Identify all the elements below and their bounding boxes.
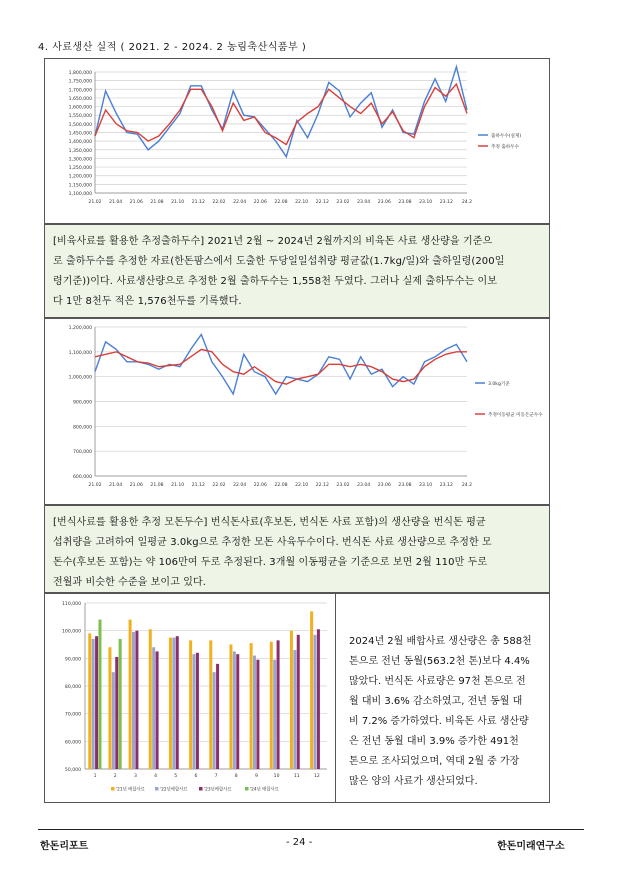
x-tick-label: 23.08 [398, 483, 412, 488]
text2-line-4: 전월과 비슷한 수준을 보이고 있다. [53, 577, 207, 588]
text2-line-1: [번식사료를 활용한 추정 모돈두수] 번식돈사료(후보돈, 번식돈 사료 포함)의 생산량을 번식돈 평균 [53, 517, 486, 528]
text3-line-5: 비 7.2% 증가하였다. 비육돈 사료 생산량 [349, 716, 529, 727]
bar [135, 631, 138, 769]
text3-box [335, 594, 549, 802]
y-tick-label: 900,000 [73, 400, 92, 406]
bar [169, 638, 172, 769]
chart3-box [44, 593, 550, 803]
x-tick-label: 23.08 [398, 200, 412, 205]
y-tick-label: 1,000,000 [68, 375, 92, 381]
bar [119, 639, 122, 769]
x-tick-label: 22.10 [295, 200, 309, 205]
text1-line-4: 다 1만 8천두 적은 1,576천두를 기록했다. [53, 296, 242, 307]
y-tick-label: 110,000 [62, 602, 81, 607]
x-tick-label: 11 [293, 774, 300, 779]
bar [273, 660, 276, 769]
footer-right: 한돈미래연구소 [497, 841, 565, 852]
bar [95, 636, 98, 769]
x-tick-label: 23.02 [336, 483, 350, 488]
x-tick-label: 22.04 [233, 483, 247, 488]
text3-line-3: 많았다. 번식돈 사료량은 97천 톤으로 전 [349, 676, 526, 687]
bar [270, 642, 273, 769]
bar [310, 611, 313, 769]
text3-line-1: 2024년 2월 배합사료 생산량은 총 588천 [349, 636, 532, 647]
legend-swatch-4 [245, 787, 249, 791]
x-tick-label: 24.2 [461, 483, 473, 488]
x-tick-label: 6 [194, 774, 198, 779]
y-tick-label: 1,100,000 [68, 350, 92, 356]
x-tick-label: 7 [214, 774, 218, 779]
x-tick-label: 1 [93, 774, 97, 779]
footer-center: - 24 - [286, 837, 313, 848]
x-tick-label: 21.06 [129, 200, 143, 205]
bar [209, 640, 212, 769]
bar [277, 640, 280, 769]
legend-swatch-3 [199, 787, 203, 791]
y-tick-label: 800,000 [73, 425, 92, 431]
y-tick-label: 1,250,000 [68, 166, 92, 172]
x-tick-label: 23.10 [419, 200, 433, 205]
text2-line-3: 돈수(후보돈 포함)는 약 106만여 두로 추정된다. 3개월 이동평균을 기준으로 보면 2월 110만 두로 [53, 557, 488, 568]
footer-left: 한돈리포트 [40, 841, 89, 852]
x-tick-label: 22.12 [315, 200, 329, 205]
x-tick-label: 21.04 [109, 483, 123, 488]
section-title: 4. 사료생산 실적 ( 2021. 2 - 2024. 2 농림축산식품부 ) [38, 42, 307, 53]
footer-divider [38, 829, 584, 830]
x-tick-label: 23.06 [377, 200, 391, 205]
x-tick-label: 3 [133, 774, 137, 779]
text1-line-3: 령기준))이다. 사료생산량으로 추정한 2월 출하두수는 1,558천 두였다. 그러나 실제 출하두수는 이보 [53, 276, 498, 287]
legend-label-2: 추정이동평균 미동돈군두수 [488, 413, 543, 418]
legend-swatch-2 [155, 787, 159, 791]
x-tick-label: 21.10 [171, 483, 185, 488]
text3-line-7: 톤으로 조사되었으며, 역대 2월 중 가장 [349, 756, 520, 767]
bar [129, 620, 132, 769]
legend-label-1: '21년 배합사료 [116, 787, 145, 793]
bar [176, 636, 179, 769]
y-tick-label: 90,000 [64, 657, 81, 663]
x-tick-label: 22.10 [295, 483, 309, 488]
x-tick-label: 23.06 [377, 483, 391, 488]
bar [88, 633, 91, 769]
y-tick-label: 100,000 [62, 629, 81, 635]
bar [253, 656, 256, 769]
chart3-svg [45, 594, 335, 802]
y-tick-label: 1,200,000 [68, 174, 92, 180]
x-tick-label: 22.06 [253, 200, 267, 205]
text3-line-2: 톤으로 전년 동월(563.2천 톤)보다 4.4% [349, 656, 530, 667]
legend-label-4: '24년 배합사료 [250, 787, 279, 793]
x-tick-label: 21.04 [109, 200, 123, 205]
y-tick-label: 1,650,000 [68, 96, 92, 102]
x-tick-label: 22.08 [274, 483, 288, 488]
text3-line-8: 많은 양의 사료가 생산되었다. [349, 776, 478, 787]
x-tick-label: 24.2 [461, 200, 473, 205]
bar [189, 640, 192, 769]
bar [112, 672, 115, 769]
y-tick-label: 70,000 [64, 712, 81, 718]
x-tick-label: 21.12 [191, 483, 205, 488]
bar [132, 632, 135, 769]
x-tick-label: 22.02 [212, 200, 226, 205]
x-tick-label: 4 [154, 774, 158, 779]
x-tick-label: 23.02 [336, 200, 350, 205]
x-tick-label: 22.12 [315, 483, 329, 488]
x-tick-label: 21.02 [88, 483, 102, 488]
x-tick-label: 23.10 [419, 483, 433, 488]
y-tick-label: 600,000 [73, 475, 92, 480]
text1-line-1: [비육사료를 활용한 추정출하두수] 2021년 2월 ~ 2024년 2월까지의 비육돈 사료 생산량을 기준으 [53, 236, 493, 247]
bar [317, 629, 320, 769]
bar [172, 638, 175, 769]
y-tick-label: 1,750,000 [68, 79, 92, 85]
x-tick-label: 21.08 [150, 483, 164, 488]
bar [293, 650, 296, 769]
series-line-2 [95, 349, 467, 384]
series-line-1 [95, 67, 467, 157]
bar [196, 653, 199, 769]
text2-box [44, 505, 550, 593]
text1-line-2: 로 출하두수를 추정한 자료(한돈팜스에서 도출한 두당일일섭취량 평균값(1.7kg/일)와 출하일령(200일 [53, 256, 505, 267]
x-tick-label: 22.04 [233, 200, 247, 205]
legend-label-2: 추정 출하두수 [491, 145, 520, 150]
chart1-svg [45, 59, 549, 223]
bar [115, 657, 118, 769]
bar [297, 635, 300, 769]
y-tick-label: 60,000 [64, 740, 81, 746]
bar [108, 647, 111, 769]
bar [193, 654, 196, 769]
y-tick-label: 1,700,000 [68, 88, 92, 94]
x-tick-label: 8 [234, 774, 238, 779]
x-tick-label: 22.08 [274, 200, 288, 205]
y-tick-label: 1,600,000 [68, 105, 92, 111]
bar [92, 639, 95, 769]
y-tick-label: 1,400,000 [68, 140, 92, 146]
legend-label-3: '23년배합사료 [204, 787, 232, 793]
x-tick-label: 21.02 [88, 200, 102, 205]
bar [290, 631, 293, 769]
bar [156, 651, 159, 769]
x-tick-label: 9 [254, 774, 258, 779]
y-tick-label: 1,150,000 [68, 183, 92, 189]
bar [149, 629, 152, 769]
y-tick-label: 80,000 [64, 685, 81, 690]
bar [250, 643, 253, 769]
bar [216, 664, 219, 769]
x-tick-label: 10 [273, 774, 280, 779]
legend-label-1: 3.0kg기준 [488, 382, 510, 387]
y-tick-label: 1,200,000 [68, 326, 92, 331]
bar [213, 672, 216, 769]
x-tick-label: 23.04 [357, 200, 371, 205]
bar [233, 651, 236, 769]
legend-swatch-1 [111, 787, 115, 791]
y-tick-label: 1,450,000 [68, 131, 92, 137]
x-tick-label: 23.04 [357, 483, 371, 488]
series-line-2 [95, 84, 467, 145]
y-tick-label: 700,000 [73, 450, 92, 456]
legend-label-2: '22년배합사료 [160, 787, 188, 793]
x-tick-label: 23.12 [439, 483, 453, 488]
text1-box [44, 224, 550, 318]
y-tick-label: 50,000 [64, 768, 81, 773]
text3-line-6: 은 전년 동월 대비 3.9% 증가한 491천 [349, 736, 519, 747]
text2-line-2: 섭취량을 고려하여 일평균 3.0kg으로 추정한 모돈 사육두수이다. 번식돈 사료 생산량으로 추정한 모 [53, 537, 492, 548]
y-tick-label: 1,300,000 [68, 157, 92, 163]
x-tick-label: 21.12 [191, 200, 205, 205]
x-tick-label: 21.08 [150, 200, 164, 205]
y-tick-label: 1,550,000 [68, 114, 92, 120]
y-tick-label: 1,100,000 [68, 192, 92, 197]
x-tick-label: 23.12 [439, 200, 453, 205]
x-tick-label: 22.06 [253, 483, 267, 488]
bar [229, 645, 232, 770]
y-tick-label: 1,500,000 [68, 122, 92, 128]
bar [256, 660, 259, 769]
chart2-svg [45, 319, 549, 504]
x-tick-label: 5 [174, 774, 178, 779]
x-tick-label: 12 [313, 774, 320, 779]
y-tick-label: 1,800,000 [68, 71, 92, 76]
x-tick-label: 22.02 [212, 483, 226, 488]
x-tick-label: 21.06 [129, 483, 143, 488]
chart2-box [44, 318, 550, 505]
bar [98, 620, 101, 769]
text3-line-4: 월 대비 3.6% 감소하였고, 전년 동월 대 [349, 696, 523, 707]
legend-label-1: 출하두수(실제) [491, 134, 522, 139]
x-tick-label: 2 [113, 774, 117, 779]
bar [314, 635, 317, 769]
bar [236, 654, 239, 769]
bar [152, 647, 155, 769]
chart1-box [44, 58, 550, 224]
x-tick-label: 21.10 [171, 200, 185, 205]
y-tick-label: 1,350,000 [68, 148, 92, 154]
